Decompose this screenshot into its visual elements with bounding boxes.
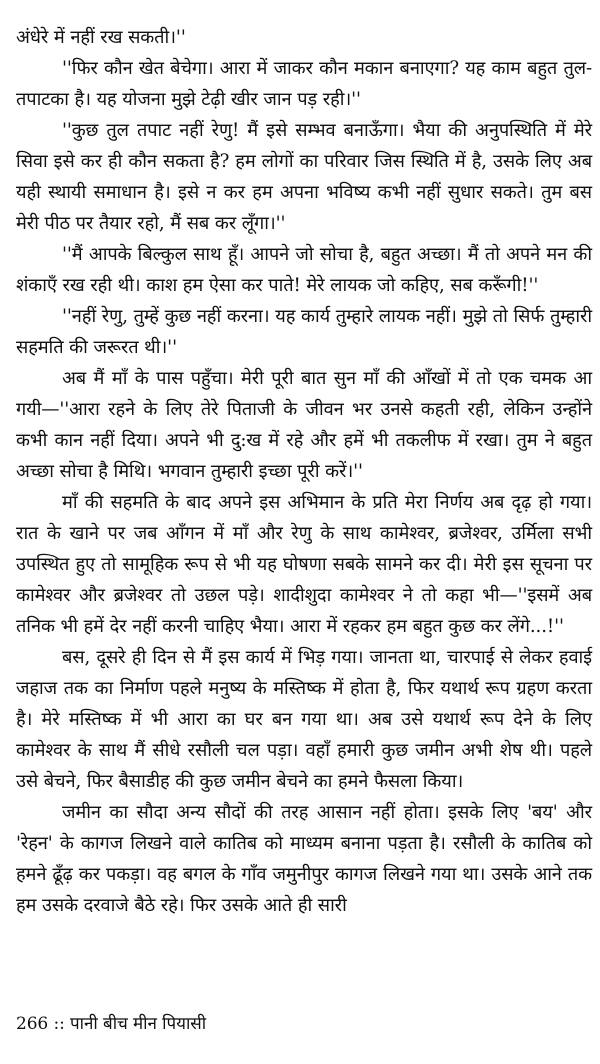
paragraph-6: अब मैं माँ के पास पहुँचा। मेरी पूरी बात सुन माँ की आँखों में तो एक चमक आ गयी—''आरा रहने के लिए तेरे पिताजी के जीवन भर उनसे कहती रही, लेकिन उन्होंने कभी कान नहीं दिया। अपने भी दु:ख में रहे और हमें भी तकलीफ में रखा। तुम ने बहुत अच्छा सोचा है मिथि। भगवान तुम्हारी इच्छा पूरी करें।'' xyxy=(16,368,592,482)
page-body xyxy=(16,22,592,921)
paragraph-7: माँ की सहमति के बाद अपने इस अभिमान के प्रति मेरा निर्णय अब दृढ़ हो गया। रात के खाने पर जब आँगन में माँ और रेणु के साथ कामेश्वर, ब्रजेश्वर, उर्मिला सभी उपस्थित हुए तो सामूहिक रूप से भी यह घोषणा सबके सामने कर दी। मेरी इस सूचना पर कामेश्वर और ब्रजेश्वर तो उछल पड़े। शादीशुदा कामेश्वर ने तो कहा भी—''इसमें अब तनिक भी हमें देर नहीं करनी चाहिए भैया। आरा में रहकर हम बहुत कुछ कर लेंगे...!'' xyxy=(16,492,592,637)
paragraph-5: ''नहीं रेणु, तुम्हें कुछ नहीं करना। यह कार्य तुम्हारे लायक नहीं। मुझे तो सिर्फ तुम्हारी सहमति की जरूरत थी।'' xyxy=(16,306,592,358)
paragraph-9: जमीन का सौदा अन्य सौदों की तरह आसान नहीं होता। इसके लिए 'बय' और 'रेहन' के कागज लिखने वाले कातिब को माध्यम बनाना पड़ता है। रसौली के कातिब को हमने ढूँढ़ कर पकड़ा। वह बगल के गाँव जमुनीपुर कागज लिखने गया था। उसके आने तक हम उसके दरवाजे बैठे रहे। फिर उसके आते ही सारी xyxy=(16,802,592,916)
page-footer: 266 :: पानी बीच मीन पियासी xyxy=(16,1014,207,1034)
paragraph-3: ''कुछ तुल तपाट नहीं रेणु! मैं इसे सम्भव बनाऊँगा। भैया की अनुपस्थिति में मेरे सिवा इसे कर ही कौन सकता है? हम लोगों का परिवार जिस स्थिति में है, उसके लिए अब यही स्थायी समाधान है। इसे न कर हम अपना भविष्य कभी नहीं सुधार सकते। तुम बस मेरी पीठ पर तैयार रहो, मैं सब कर लूँगा।'' xyxy=(16,120,592,234)
paragraph-1: अंधेरे में नहीं रख सकती।'' xyxy=(16,27,186,48)
paragraph-4: ''मैं आपके बिल्कुल साथ हूँ। आपने जो सोचा है, बहुत अच्छा। मैं तो अपने मन की शंकाएँ रख रही थी। काश हम ऐसा कर पाते! मेरे लायक जो कहिए, सब करूँगी!'' xyxy=(16,244,592,296)
paragraph-2: ''फिर कौन खेत बेचेगा। आरा में जाकर कौन मकान बनाएगा? यह काम बहुत तुल-तपाटका है। यह योजना मुझे टेढ़ी खीर जान पड़ रही।'' xyxy=(16,58,592,110)
paragraph-8: बस, दूसरे ही दिन से मैं इस कार्य में भिड़ गया। जानता था, चारपाई से लेकर हवाई जहाज तक का निर्माण पहले मनुष्य के मस्तिष्क में होता है, फिर यथार्थ रूप ग्रहण करता है। मेरे मस्तिष्क में भी आरा का घर बन गया था। अब उसे यथार्थ रूप देने के लिए कामेश्वर के साथ मैं सीधे रसौली चल पड़ा। वहाँ हमारी कुछ जमीन अभी शेष थी। पहले उसे बेचने, फिर बैसाडीह की कुछ जमीन बेचने का हमने फैसला किया। xyxy=(16,647,592,792)
